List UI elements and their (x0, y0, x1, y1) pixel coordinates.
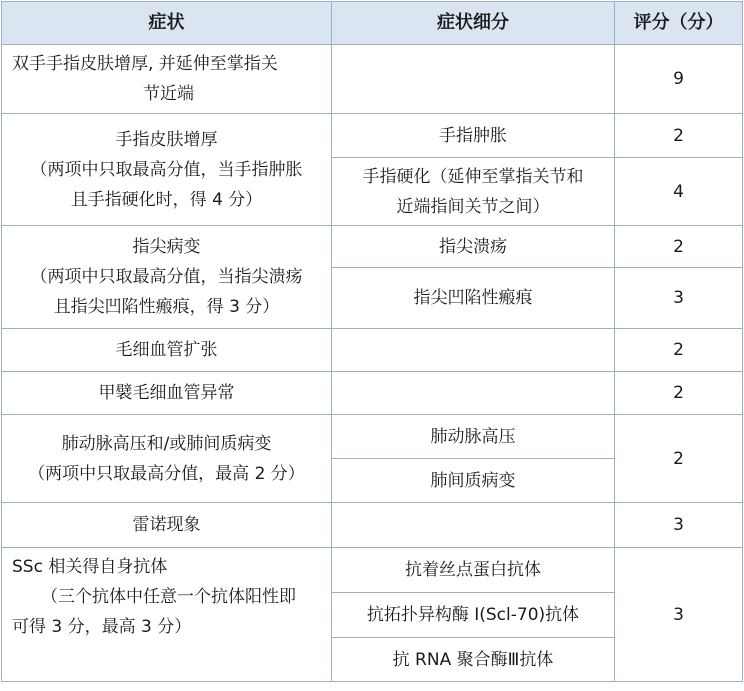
sub-cell: 手指肿胀 (332, 114, 615, 158)
sub-cell-empty (332, 329, 615, 372)
symptom-cell (2, 415, 332, 503)
symptom-text: 节近端 (143, 84, 194, 104)
symptom-cell (2, 548, 332, 682)
table-row (2, 415, 743, 459)
table-row (2, 226, 743, 268)
sub-cell: 指尖凹陷性瘢痕 (332, 268, 615, 329)
symptom-text: 双手手指皮肤增厚, 并延伸至掌指关 (12, 54, 278, 74)
symptom-note: 且指尖凹陷性瘢痕，得 3 分） (53, 297, 280, 317)
score-cell: 2 (615, 372, 743, 415)
header-sub: 症状细分 (332, 2, 615, 45)
header-score: 评分（分） (615, 2, 743, 45)
score-cell: 2 (615, 415, 743, 503)
sub-text: 近端指间关节之间） (396, 196, 550, 217)
symptom-note: （三个抗体中任意一个抗体阳性即 (41, 587, 296, 607)
sub-cell-empty (332, 503, 615, 548)
score-cell: 4 (615, 158, 743, 226)
symptom-note: （两项中只取最高分值，当手指肿胀 (30, 159, 303, 180)
sub-text: 手指硬化（延伸至掌指关节和 (362, 166, 584, 187)
symptom-cell: 甲襞毛细血管异常 (2, 372, 332, 415)
score-cell: 3 (615, 268, 743, 329)
score-cell: 9 (615, 45, 743, 114)
score-cell: 3 (615, 503, 743, 548)
symptom-cell (2, 226, 332, 329)
symptom-cell (2, 114, 332, 226)
sub-cell: 肺动脉高压 (332, 415, 615, 459)
score-cell: 2 (615, 114, 743, 158)
symptom-note: （两项中只取最高分值，当指尖溃疡 (30, 267, 303, 287)
sub-cell: 抗拓扑异构酶 I(Scl-70)抗体 (332, 593, 615, 638)
sub-cell-empty (332, 45, 615, 114)
symptom-text: SSc 相关得自身抗体 (12, 557, 168, 577)
table-row (2, 372, 743, 415)
symptom-cell: 毛细血管扩张 (2, 329, 332, 372)
symptom-text: 肺动脉高压和/或肺间质病变 (61, 433, 272, 454)
symptom-note: 且手指硬化时，得 4 分） (70, 189, 263, 210)
score-cell: 2 (615, 226, 743, 268)
table-row (2, 503, 743, 548)
header-row (2, 2, 743, 45)
score-cell: 2 (615, 329, 743, 372)
sub-cell: 肺间质病变 (332, 459, 615, 503)
table-row (2, 329, 743, 372)
sub-cell: 抗 RNA 聚合酶Ⅲ抗体 (332, 638, 615, 682)
table-row (2, 548, 743, 593)
header-symptom: 症状 (2, 2, 332, 45)
sub-cell (332, 158, 615, 226)
table-row (2, 114, 743, 158)
sub-cell: 指尖溃疡 (332, 226, 615, 268)
symptom-text: 手指皮肤增厚 (115, 129, 218, 150)
sub-cell-empty (332, 372, 615, 415)
symptom-note: （两项中只取最高分值，最高 2 分） (28, 463, 305, 484)
score-cell: 3 (615, 548, 743, 682)
symptom-note: 可得 3 分，最高 3 分） (12, 617, 192, 637)
symptom-cell (2, 45, 332, 114)
table-row (2, 45, 743, 114)
sub-cell: 抗着丝点蛋白抗体 (332, 548, 615, 593)
symptom-text: 指尖病变 (132, 237, 201, 257)
ssc-criteria-table (1, 1, 743, 682)
symptom-cell: 雷诺现象 (2, 503, 332, 548)
